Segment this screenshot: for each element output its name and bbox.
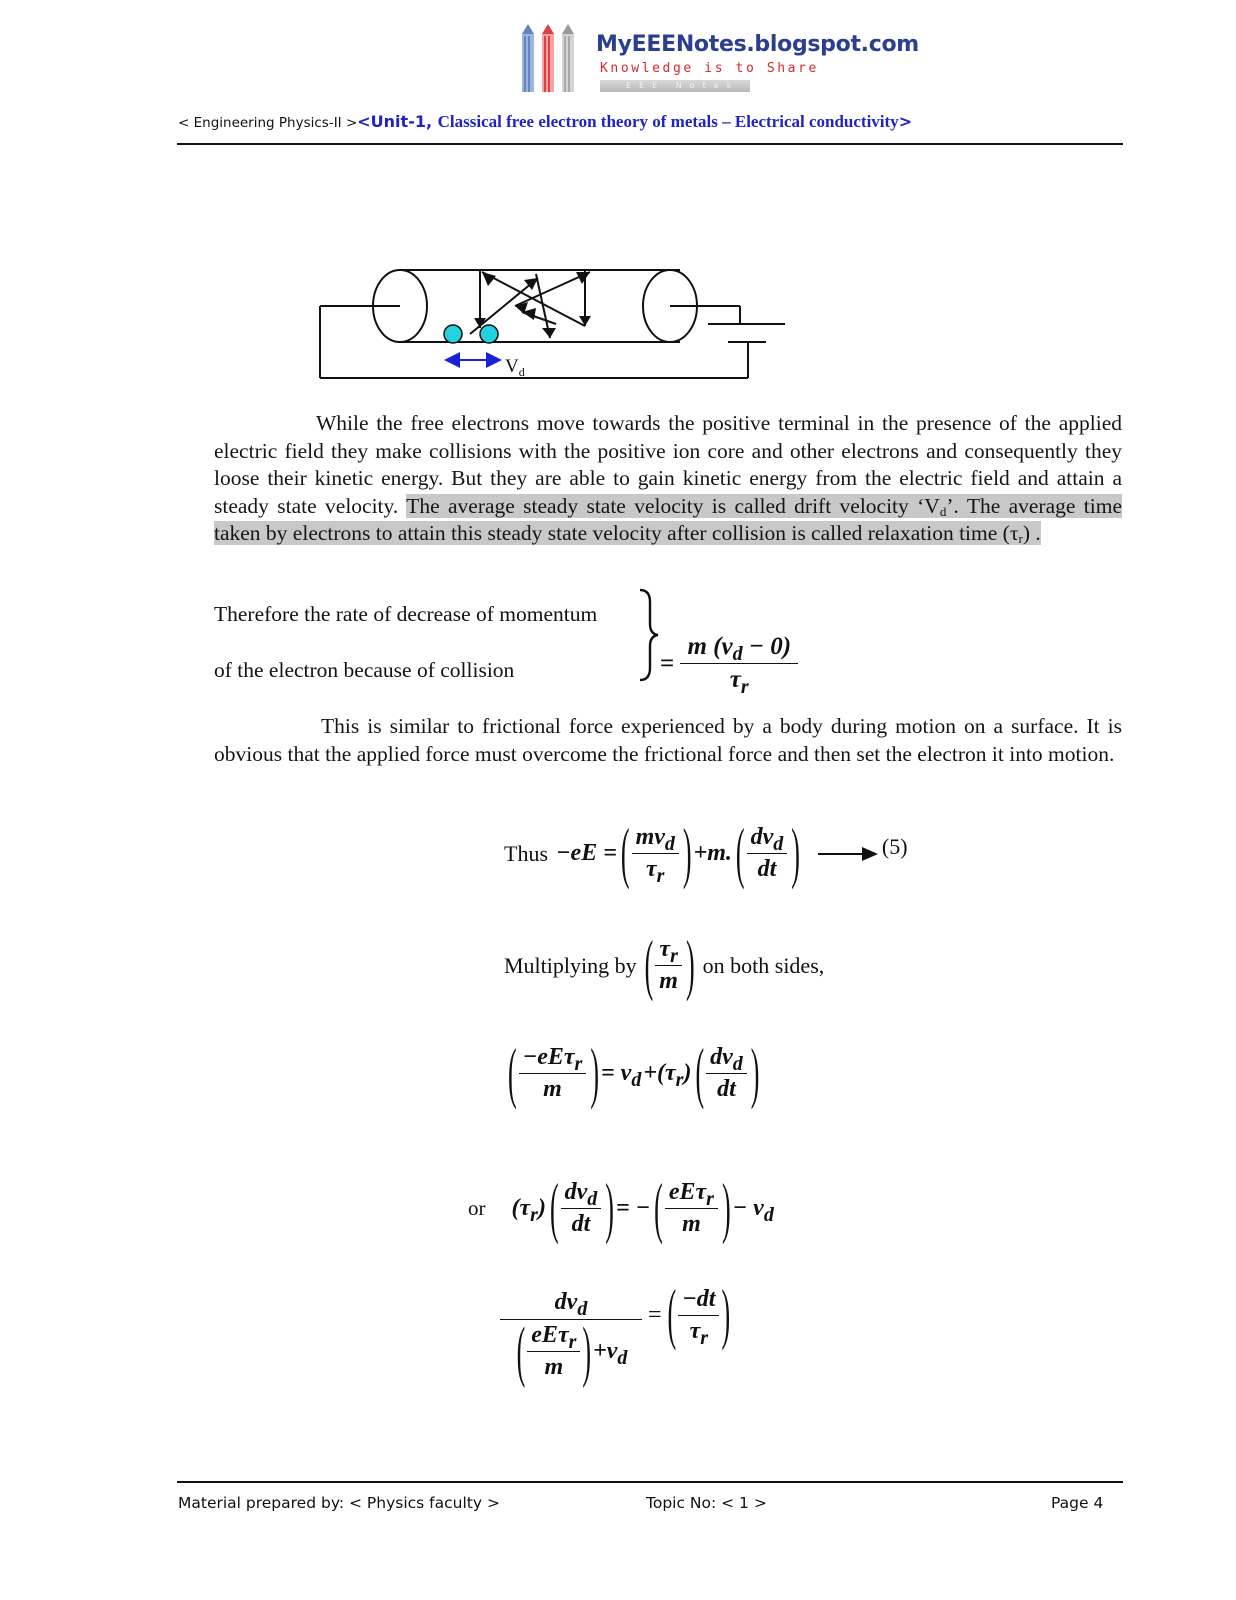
electron-icon [444,325,462,343]
equation-step-c: $dv_d$ ( $\frac{eE\tau_r}{m}$ ) $+v_d$ = ( $\frac{-dt}{\tau_r}$ ) [500,1290,734,1381]
equation-number: (5) [881,833,908,859]
vd-label: $V_d$ [505,356,525,379]
unit-title: Classical free electron theory of metals – Electrical conductivity [437,112,899,131]
site-logo [516,22,919,97]
right-brace-icon [636,588,662,682]
unit-close: > [898,112,913,131]
double-arrow-icon [444,352,502,368]
electron-icon [480,325,498,343]
paragraph-frictional-force: This is similar to frictional force experienced by a body during motion on a surface. It is obvious that the applied force must overcome the frictional force and then set the electron it into motion. [214,714,1122,766]
header-rule [177,143,1123,145]
multiply-step: Multiplying by ( $\frac{\tau_r}{m}$ ) on both sides, [504,926,825,1003]
page-header [178,112,1122,140]
momentum-line-1: Therefore the rate of decrease of momentum [214,602,598,626]
site-name: MyEEENotes.blogspot.com [596,32,919,57]
unit-label: <Unit-1, [357,112,438,131]
site-tagline: Knowledge is to Share [600,61,819,76]
equation-5: Thus −eE = ( $\frac{mv_d}{\tau_r}$ ) +m. ( $\frac{dv_d}{dt}$ ) (5) [504,814,908,891]
equation-step-a: ( $\frac{-eE\tau_r}{m}$ ) = $v_d$ $+(\tau_r)$ ( $\frac{dv_d}{dt}$ ) [508,1034,760,1111]
drift-velocity-diagram [310,258,800,388]
arrow-right-icon [818,846,880,862]
site-subbar: EEE Notes [600,80,750,92]
course-name: < Engineering Physics-II > [178,115,358,131]
footer-page-number: Page 4 [1051,1494,1104,1512]
momentum-line-2: of the electron because of collision [214,658,515,682]
footer-rule [177,1481,1123,1483]
pencils-logo-icon [516,22,588,94]
highlighted-definition: The average steady state velocity is called drift velocity ‘$V_d$’. The average time taken by electrons to attain this steady state velocity after collision is called relaxation time $(\tau_r)$ . [214,493,1122,547]
footer-prepared-by: Material prepared by: < Physics faculty > [178,1494,500,1512]
equation-step-b: or $(\tau_r)$ ( $\frac{dv_d}{dt}$ ) = − ( $\frac{eE\tau_r}{m}$ ) − $v_d$ [468,1169,774,1246]
paragraph-text: While the free electrons move towards the positive terminal in the presence of the applied electric field they make collisions with the positive ion core and other electrons and consequently they loose their kinetic energy. But they are able to gain kinetic energy from the electric field and attain a steady state velocity. [214,411,1122,518]
footer-topic: Topic No: < 1 > [646,1494,767,1512]
momentum-equation: = $\frac{m (v_d - 0)}{\tau_r}$ [660,634,800,694]
paragraph-drift-velocity [214,410,1122,548]
